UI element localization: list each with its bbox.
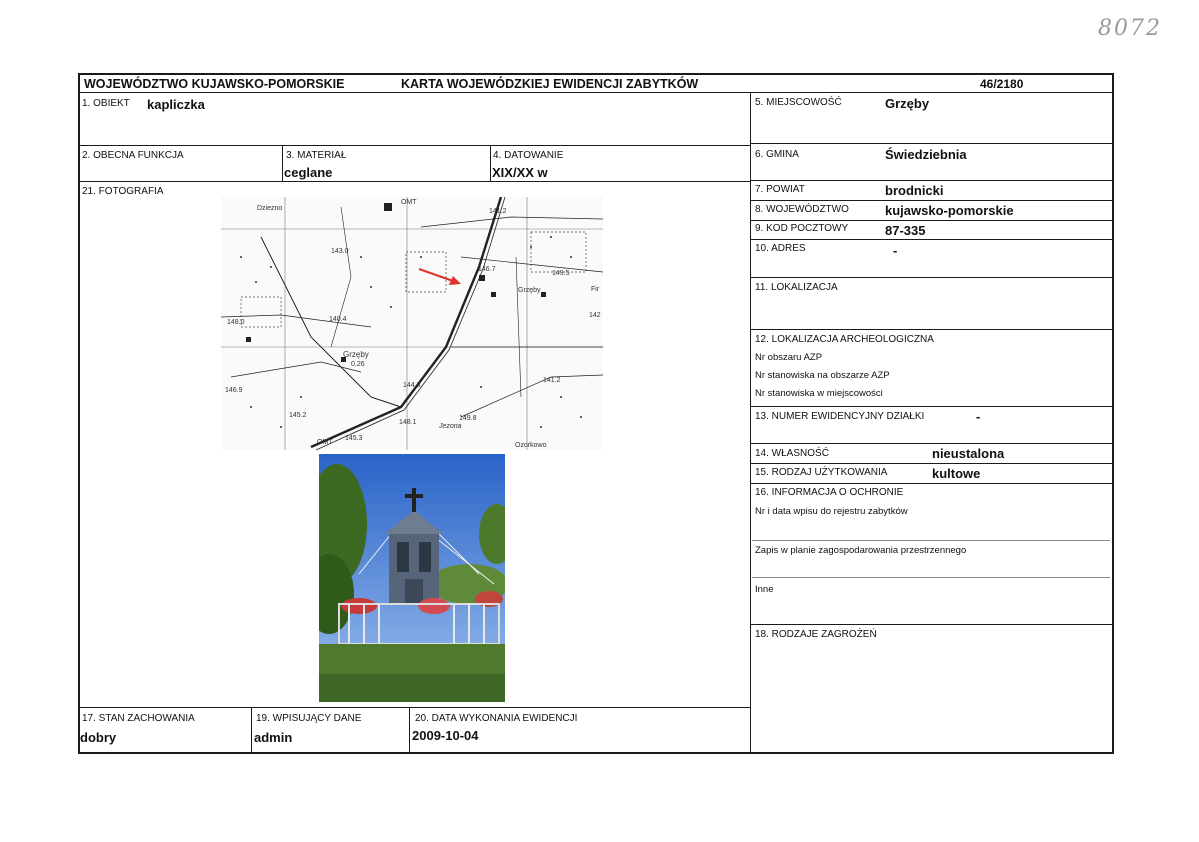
row-divider (750, 200, 1114, 201)
local-site-label: Nr stanowiska w miejscowości (755, 388, 883, 399)
row-divider (750, 329, 1114, 330)
obecna-funkcja-label: 2. OBECNA FUNKCJA (82, 150, 184, 161)
map-label-elev-1404: 140.4 (329, 316, 347, 323)
map-label-elev-1498: 149.8 (459, 415, 477, 422)
rodzaj-uzytkowania-label: 15. RODZAJ UŻYTKOWANIA (755, 467, 888, 478)
map-label-elev-026: 0.26 (351, 361, 365, 368)
map-label-grzeby-left: Grzęby (343, 350, 369, 359)
row-divider (78, 707, 751, 708)
data-wykonania-label: 20. DATA WYKONANIA EWIDENCJI (415, 713, 578, 724)
row-divider (750, 624, 1114, 625)
obiekt-value: kapliczka (147, 97, 205, 112)
cell-divider (282, 145, 283, 181)
powiat-value: brodnicki (885, 183, 944, 198)
fotografia-label: 21. FOTOGRAFIA (82, 186, 164, 197)
miejscowosc-value: Grzęby (885, 96, 930, 111)
numer-dzialki-label: 13. NUMER EWIDENCYJNY DZIAŁKI (755, 411, 925, 422)
map-label-elev-1412b: 141.2 (543, 377, 561, 384)
map-label-elev-1453: 145.3 (345, 435, 363, 442)
map-label-elev-1443: 144.3 (403, 382, 421, 389)
adres-value: - (893, 243, 898, 258)
material-value: ceglane (284, 165, 333, 180)
map-label-elev-1467: 146.7 (478, 266, 496, 273)
map-label-omt-bottom: OMT (317, 439, 333, 446)
map-label-elev-1480: 148.0 (227, 319, 245, 326)
powiat-label: 7. POWIAT (755, 184, 805, 195)
map-label-elev-1495: 149.5 (552, 270, 570, 277)
column-divider (750, 92, 751, 753)
map-label-grzeby-right: Grzęby (518, 287, 541, 294)
wpisujacy-label: 19. WPISUJĄCY DANE (256, 713, 362, 724)
datowanie-value: XIX/XX w (492, 165, 548, 180)
zagrozenia-label: 18. RODZAJE ZAGROŻEŃ (755, 629, 877, 640)
map-label-elev-1452: 145.2 (289, 412, 307, 419)
cell-divider (251, 707, 252, 753)
handwritten-number: 8072 (1098, 16, 1162, 41)
topographic-map (221, 197, 603, 450)
rodzaj-uzytkowania-value: kultowe (932, 466, 981, 481)
chapel-photograph (319, 454, 505, 702)
kod-pocztowy-value: 87-335 (885, 223, 926, 238)
row-divider (78, 181, 751, 182)
row-divider (750, 443, 1114, 444)
adres-label: 10. ADRES (755, 243, 806, 254)
map-label-ozorkowo: Ozorkowo (515, 442, 547, 449)
map-label-elev-1459: 146.9 (225, 387, 243, 394)
map-label-omt-top: OMT (401, 199, 417, 206)
voivodeship-header: WOJEWÓDZTWO KUJAWSKO-POMORSKIE (84, 77, 345, 91)
map-label-elev-1481: 148.1 (399, 419, 417, 426)
stan-zachowania-value: dobry (80, 730, 117, 745)
azp-area-label: Nr obszaru AZP (755, 352, 823, 363)
gmina-value: Świedziebnia (885, 147, 967, 162)
row-divider (750, 180, 1114, 181)
lok-archeo-label: 12. LOKALIZACJA ARCHEOLOGICZNA (755, 334, 934, 345)
inne-label: Inne (755, 584, 774, 595)
ochrona-label: 16. INFORMACJA O OCHRONIE (755, 487, 904, 498)
miejscowosc-label: 5. MIEJSCOWOŚĆ (755, 97, 842, 108)
row-divider (750, 406, 1114, 407)
wlasnosc-value: nieustalona (932, 446, 1005, 461)
map-label-jezona: Jezona (439, 423, 462, 430)
azp-site-label: Nr stanowiska na obszarze AZP (755, 370, 890, 381)
wojewodztwo-label: 8. WOJEWÓDZTWO (755, 204, 849, 215)
row-divider (750, 143, 1114, 144)
row-divider (750, 239, 1114, 240)
stan-zachowania-label: 17. STAN ZACHOWANIA (82, 713, 195, 724)
row-divider (750, 277, 1114, 278)
row-divider (750, 220, 1114, 221)
numer-dzialki-value: - (976, 409, 981, 424)
kod-pocztowy-label: 9. KOD POCZTOWY (755, 223, 849, 234)
wpisujacy-value: admin (254, 730, 293, 745)
map-label-dziezno: Dziezno (257, 205, 283, 212)
sub-divider (752, 577, 1110, 578)
wlasnosc-label: 14. WŁASNOŚĆ (755, 448, 829, 459)
gmina-label: 6. GMINA (755, 149, 799, 160)
sub-divider (752, 540, 1110, 541)
lokalizacja-label: 11. LOKALIZACJA (755, 282, 838, 293)
header-divider (78, 92, 1114, 93)
material-label: 3. MATERIAŁ (286, 150, 347, 161)
row-divider (750, 463, 1114, 464)
map-label-elev-1430: 143.0 (331, 248, 349, 255)
cell-divider (490, 145, 491, 181)
datowanie-label: 4. DATOWANIE (493, 150, 564, 161)
row-divider (750, 483, 1114, 484)
rejestr-label: Nr i data wpisu do rejestru zabytków (755, 506, 908, 517)
data-wykonania-value: 2009-10-04 (412, 728, 479, 743)
wojewodztwo-value: kujawsko-pomorskie (885, 203, 1014, 218)
card-title: KARTA WOJEWÓDZKIEJ EWIDENCJI ZABYTKÓW (401, 77, 699, 91)
obiekt-label: 1. OBIEKT (82, 98, 130, 109)
row-divider (78, 145, 751, 146)
map-label-fir: Fir (591, 286, 600, 293)
plan-label: Zapis w planie zagospodarowania przestrzennego (755, 545, 967, 556)
cell-divider (409, 707, 410, 753)
map-label-elev-1412: 141.2 (489, 208, 507, 215)
card-number: 46/2180 (980, 77, 1024, 91)
map-label-elev-142: 142 (589, 312, 601, 319)
